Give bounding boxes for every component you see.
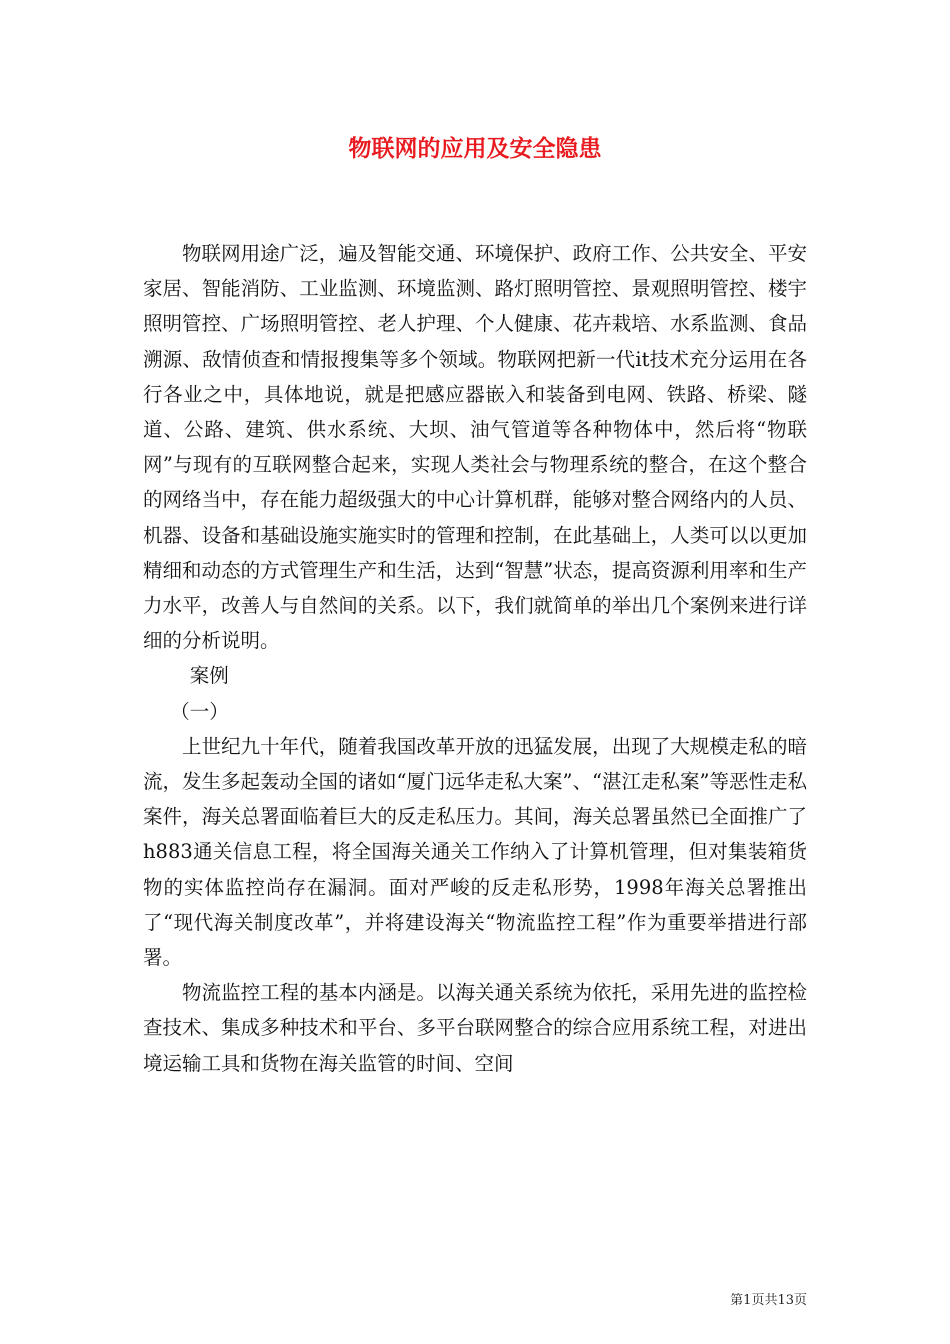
section-number-one: （一） [170,699,229,723]
section-label-case: 案例 [189,664,229,688]
page-number: 第1页共13页 [730,1293,807,1308]
paragraph-case-one: 上世纪九十年代，随着我国改革开放的迅猛发展，出现了大规模走私的暗流，发生多起轰动全国的诸如“厦门远华走私大案”、“湛江走私案”等恶性走私案件，海关总署面临着巨大的反走私压力。其间，海关总署虽然已全面推广了h883通关信息工程，将全国海关通关工作纳入了计算机管理，但对集装箱货物的实体监控尚存在漏洞。面对严峻的反走私形势，1998年海关总署推出了“现代海关制度改革”，并将建设海关“物流监控工程”作为重要举措进行部署。 [143,734,807,970]
document-body [143,236,807,1081]
paragraph-intro: 物联网用途广泛，遍及智能交通、环境保护、政府工作、公共安全、平安家居、智能消防、工业监测、环境监测、路灯照明管控、景观照明管控、楼宇照明管控、广场照明管控、老人护理、个人健康、花卉栽培、水系监测、食品溯源、敌情侦查和情报搜集等多个领域。物联网把新一代it技术充分运用在各行各业之中，具体地说，就是把感应器嵌入和装备到电网、铁路、桥梁、隧道、公路、建筑、供水系统、大坝、油气管道等各种物体中，然后将“物联网”与现有的互联网整合起来，实现人类社会与物理系统的整合，在这个整合的网络当中，存在能力超级强大的中心计算机群，能够对整合网络内的人员、机器、设备和基础设施实施实时的管理和控制，在此基础上，人类可以以更加精细和动态的方式管理生产和生活，达到“智慧”状态，提高资源利用率和生产力水平，改善人与自然间的关系。以下，我们就简单的举出几个案例来进行详细的分析说明。 [143,242,807,653]
paragraph-logistics: 物流监控工程的基本内涵是。以海关通关系统为依托，采用先进的监控检查技术、集成多种技术和平台、多平台联网整合的综合应用系统工程，对进出境运输工具和货物在海关监管的时间、空间 [143,981,807,1075]
document-title: 物联网的应用及安全隐患 [348,135,602,162]
